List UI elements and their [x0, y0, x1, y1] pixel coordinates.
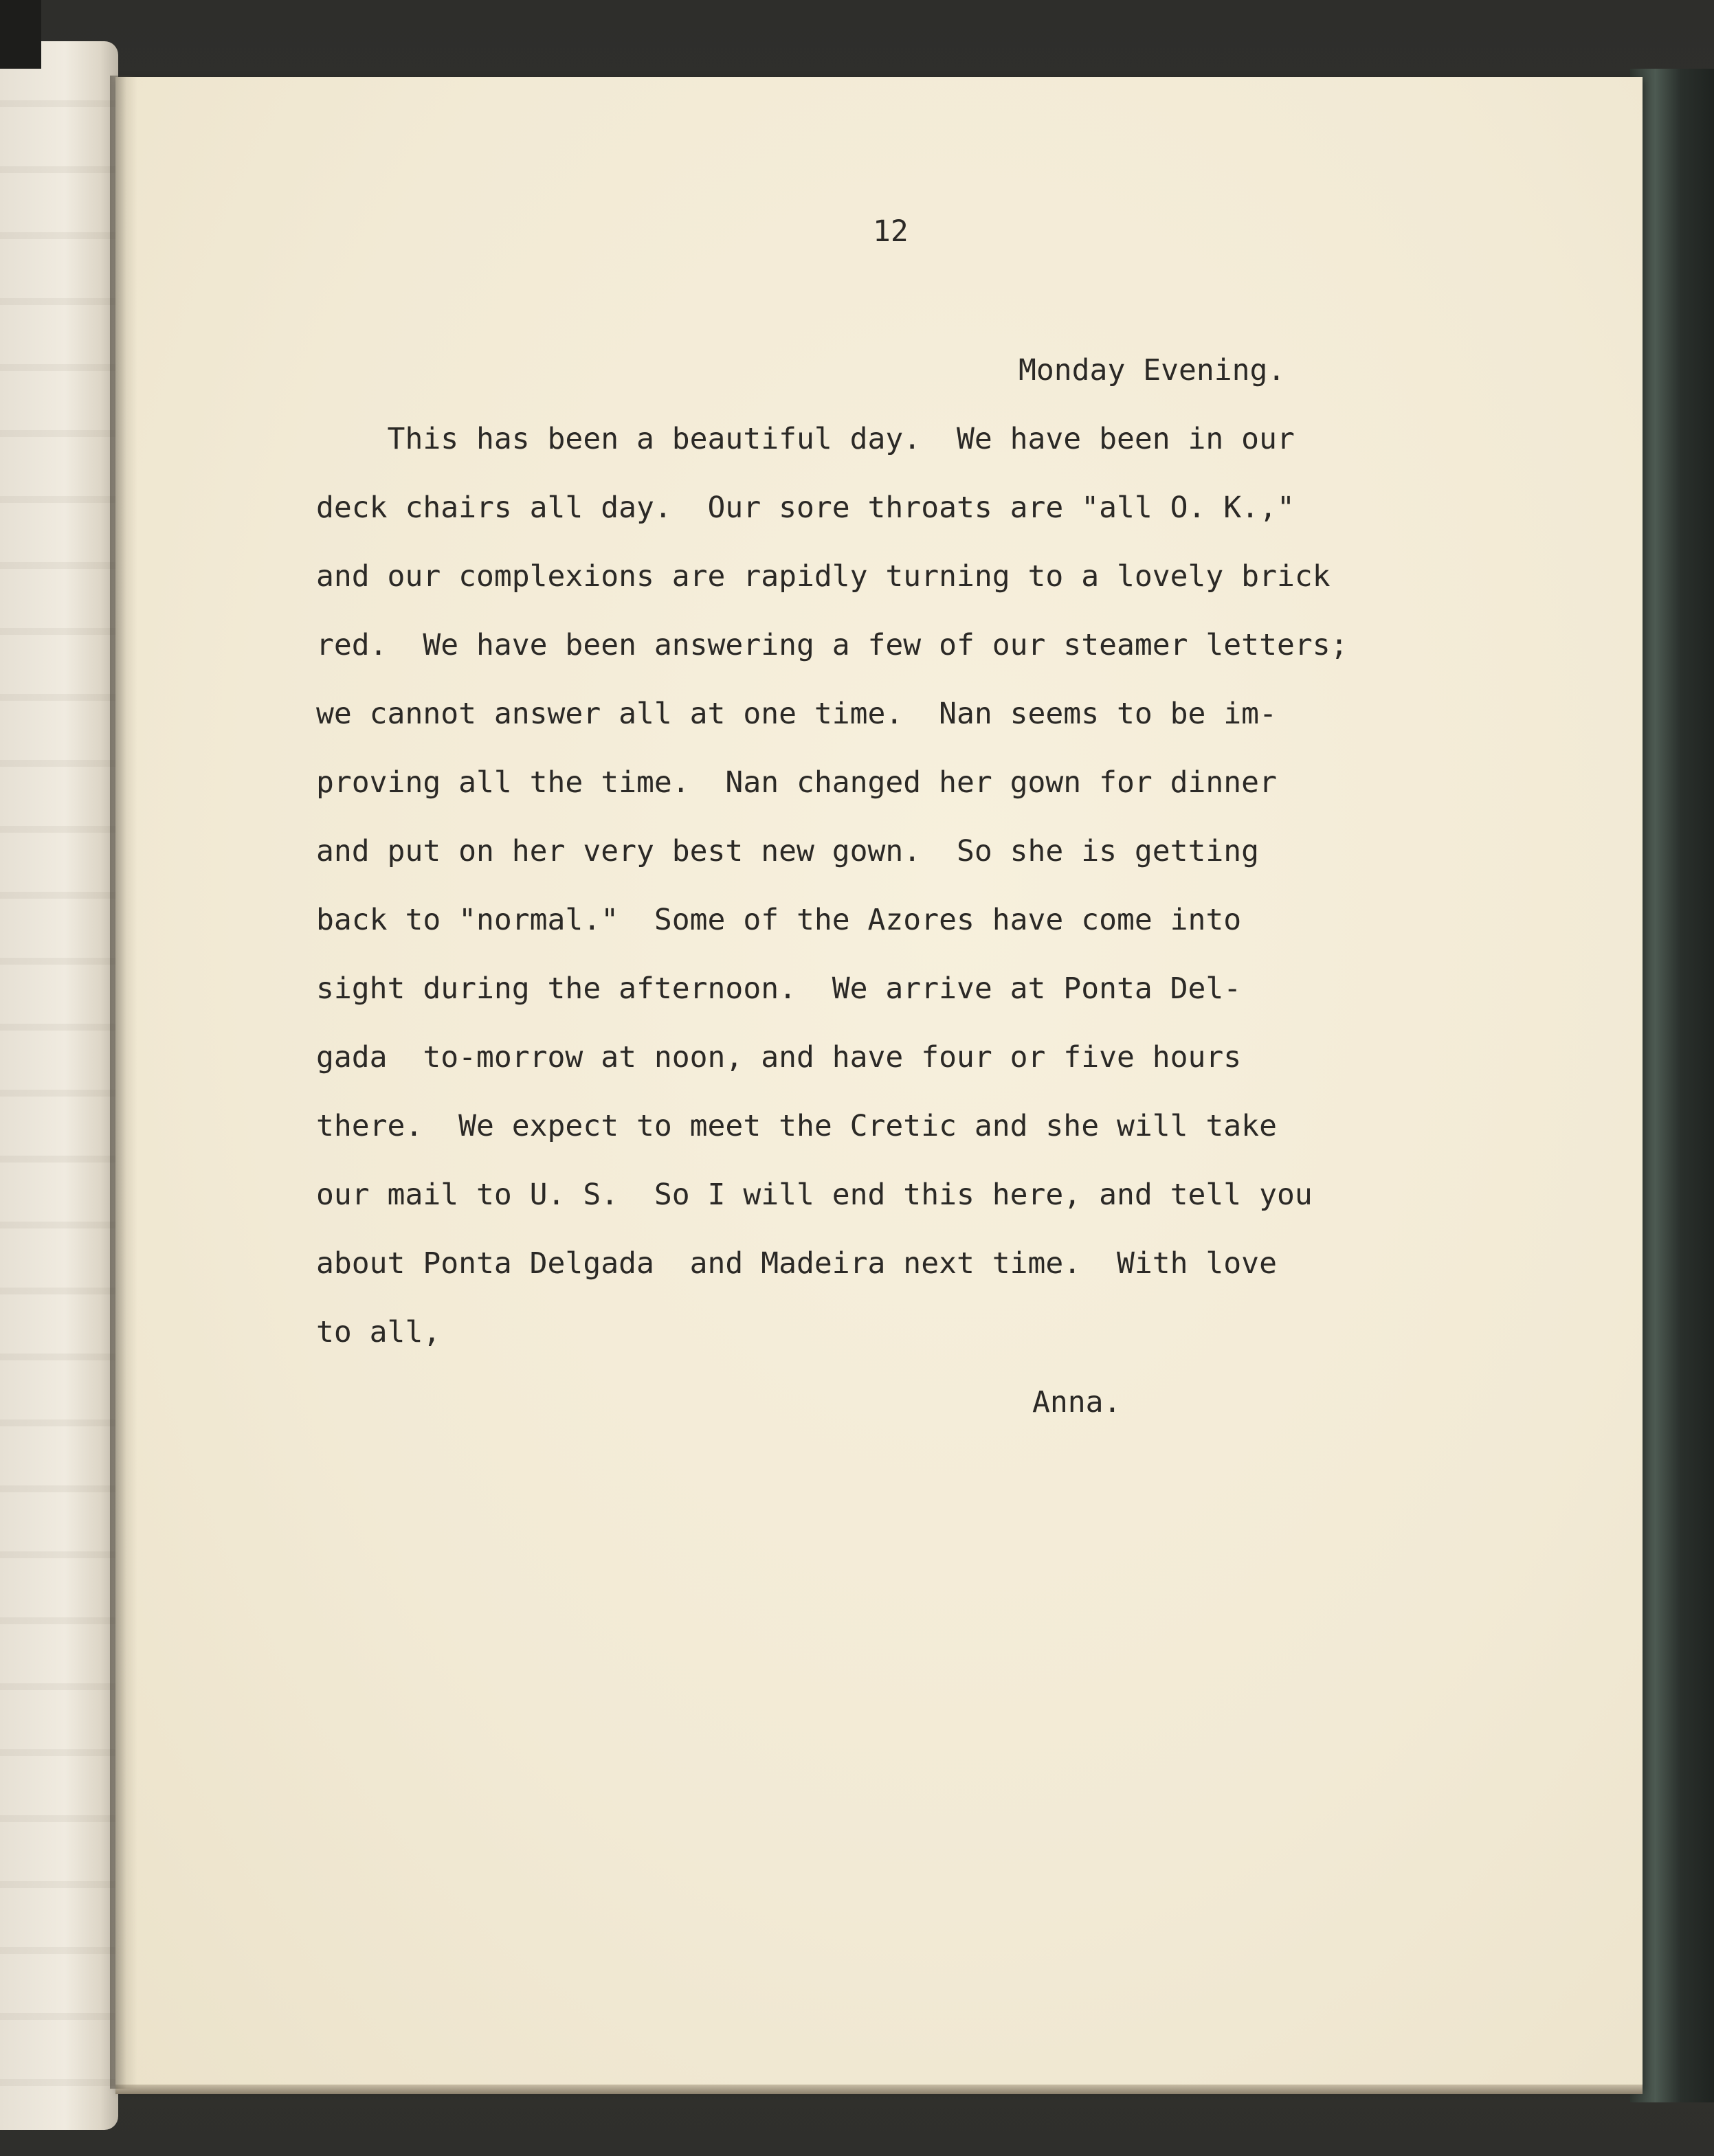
letter-line: we cannot answer all at one time. Nan seems to be im-: [316, 697, 1277, 731]
letter-line: about Ponta Delgada and Madeira next time. With love: [316, 1246, 1277, 1281]
page-edge: [115, 2085, 1643, 2094]
signature: Anna.: [1032, 1385, 1122, 1419]
binding-corner: [0, 0, 41, 69]
page-number: 12: [873, 214, 909, 249]
facing-page-bleed: [0, 41, 118, 2130]
letter-line: sight during the afternoon. We arrive at Ponta Del-: [316, 972, 1242, 1006]
letter-line: our mail to U. S. So I will end this here, and tell you: [316, 1178, 1313, 1212]
book-cover-edge: [1630, 69, 1714, 2102]
letter-line: proving all the time. Nan changed her gown for dinner: [316, 765, 1277, 800]
dateline: Monday Evening.: [1019, 353, 1286, 388]
letter-line: and our complexions are rapidly turning to a lovely brick: [316, 559, 1331, 594]
letter-line: there. We expect to meet the Cretic and she will take: [316, 1109, 1277, 1143]
letter-line: and put on her very best new gown. So she is getting: [316, 834, 1260, 868]
letter-line: gada to-morrow at noon, and have four or five hours: [316, 1040, 1242, 1075]
letter-line: This has been a beautiful day. We have been in our: [316, 422, 1295, 456]
facing-page: [0, 41, 118, 2130]
gutter-shadow: [110, 76, 137, 2089]
letter-line: red. We have been answering a few of our steamer letters;: [316, 628, 1348, 662]
letter-line: to all,: [316, 1315, 441, 1349]
letter-line: deck chairs all day. Our sore throats are "all O. K.,": [316, 491, 1295, 525]
letter-line: back to "normal." Some of the Azores have come into: [316, 903, 1242, 937]
document-page: [115, 77, 1643, 2089]
